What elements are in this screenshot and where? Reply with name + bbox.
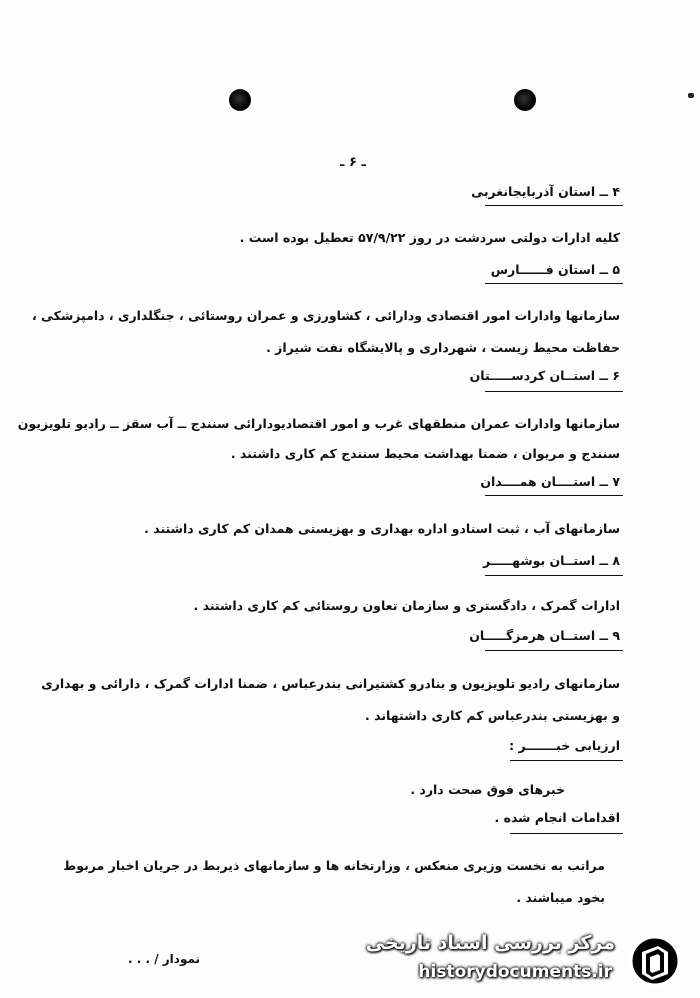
section-6-rule bbox=[485, 391, 623, 392]
section-6-heading: ۶ ــ استــان کردســـــتان bbox=[469, 368, 620, 383]
watermark-url: historydocuments.ir bbox=[418, 962, 612, 982]
evaluation-heading: ارزیابی خبـــــــر : bbox=[509, 738, 620, 753]
section-5-line-2: حفاظت محیط زیست ، شهرداری و پالایشگاه نفت شیراز . bbox=[266, 340, 620, 355]
section-9-line-1: سازمانهای رادیو تلویزیون و بنادرو کشتیرانی بندرعباس ، ضمنا ادارات گمرک ، دارائی و بهداری bbox=[41, 676, 620, 691]
section-9-rule bbox=[485, 650, 623, 651]
section-9-heading: ۹ ــ استــان هرمزگـــــان bbox=[469, 628, 620, 643]
section-5-line-1: سازمانها وادارات امور اقتصادی ودارائی ، کشاورزی و عمران روستائی ، جنگلداری ، دامپزشکی ، bbox=[31, 308, 620, 323]
evaluation-text: خبرهای فوق صحت دارد . bbox=[410, 782, 565, 797]
archive-logo-icon bbox=[628, 934, 682, 988]
punch-hole-left bbox=[229, 89, 251, 111]
section-4-heading: ۴ ــ استان آذربایجانغربی bbox=[471, 184, 620, 199]
section-4-line-1: کلیه ادارات دولتی سردشت در روز ۵۷/۹/۲۲ تعطیل بوده است . bbox=[239, 230, 620, 245]
footer-continuation-note: نمودار / . . . bbox=[128, 952, 201, 966]
actions-line-2: بخود میباشند . bbox=[516, 890, 605, 905]
actions-heading: اقدامات انجام شده . bbox=[494, 810, 620, 825]
section-8-rule bbox=[485, 575, 623, 576]
section-7-line-1: سازمانهای آب ، ثبت اسنادو اداره بهداری و بهزیستی همدان کم کاری داشتند . bbox=[144, 521, 620, 536]
watermark-title: مرکز بررسی اسناد تاریخی bbox=[365, 932, 615, 954]
section-6-line-2: سنندج و مریوان ، ضمنا بهداشت محیط سنندج کم کاری داشتند . bbox=[230, 446, 620, 461]
section-7-heading: ۷ ــ استــــان همــــدان bbox=[480, 474, 620, 489]
punch-hole-right bbox=[514, 89, 536, 111]
section-9-line-2: و بهزیستی بندرعباس کم کاری داشتهاند . bbox=[365, 708, 620, 723]
section-8-heading: ۸ ــ استــان بوشهـــــر bbox=[482, 553, 620, 568]
section-6-line-1: سازمانها وادارات عمران منطقهای غرب و امور اقتصادیودارائی سنندج ــ آب سقز ــ رادیو تلویزیون bbox=[17, 416, 620, 431]
evaluation-rule bbox=[510, 760, 623, 761]
section-7-rule bbox=[485, 495, 623, 496]
edge-mark bbox=[688, 93, 694, 98]
watermark-logo bbox=[365, 930, 690, 990]
section-5-rule bbox=[485, 283, 623, 284]
section-8-line-1: ادارات گمرک ، دادگستری و سازمان تعاون روستائی کم کاری داشتند . bbox=[193, 598, 620, 613]
page-number: ـ ۶ ـ bbox=[340, 155, 366, 170]
actions-line-1: مراتب به نخست وزیری منعکس ، وزارتخانه ها و سازمانهای ذیربط در جریان اخبار مربوط bbox=[63, 858, 605, 873]
section-4-rule bbox=[485, 205, 623, 206]
section-5-heading: ۵ ــ استان فــــــارس bbox=[490, 262, 620, 277]
actions-rule bbox=[510, 833, 623, 834]
